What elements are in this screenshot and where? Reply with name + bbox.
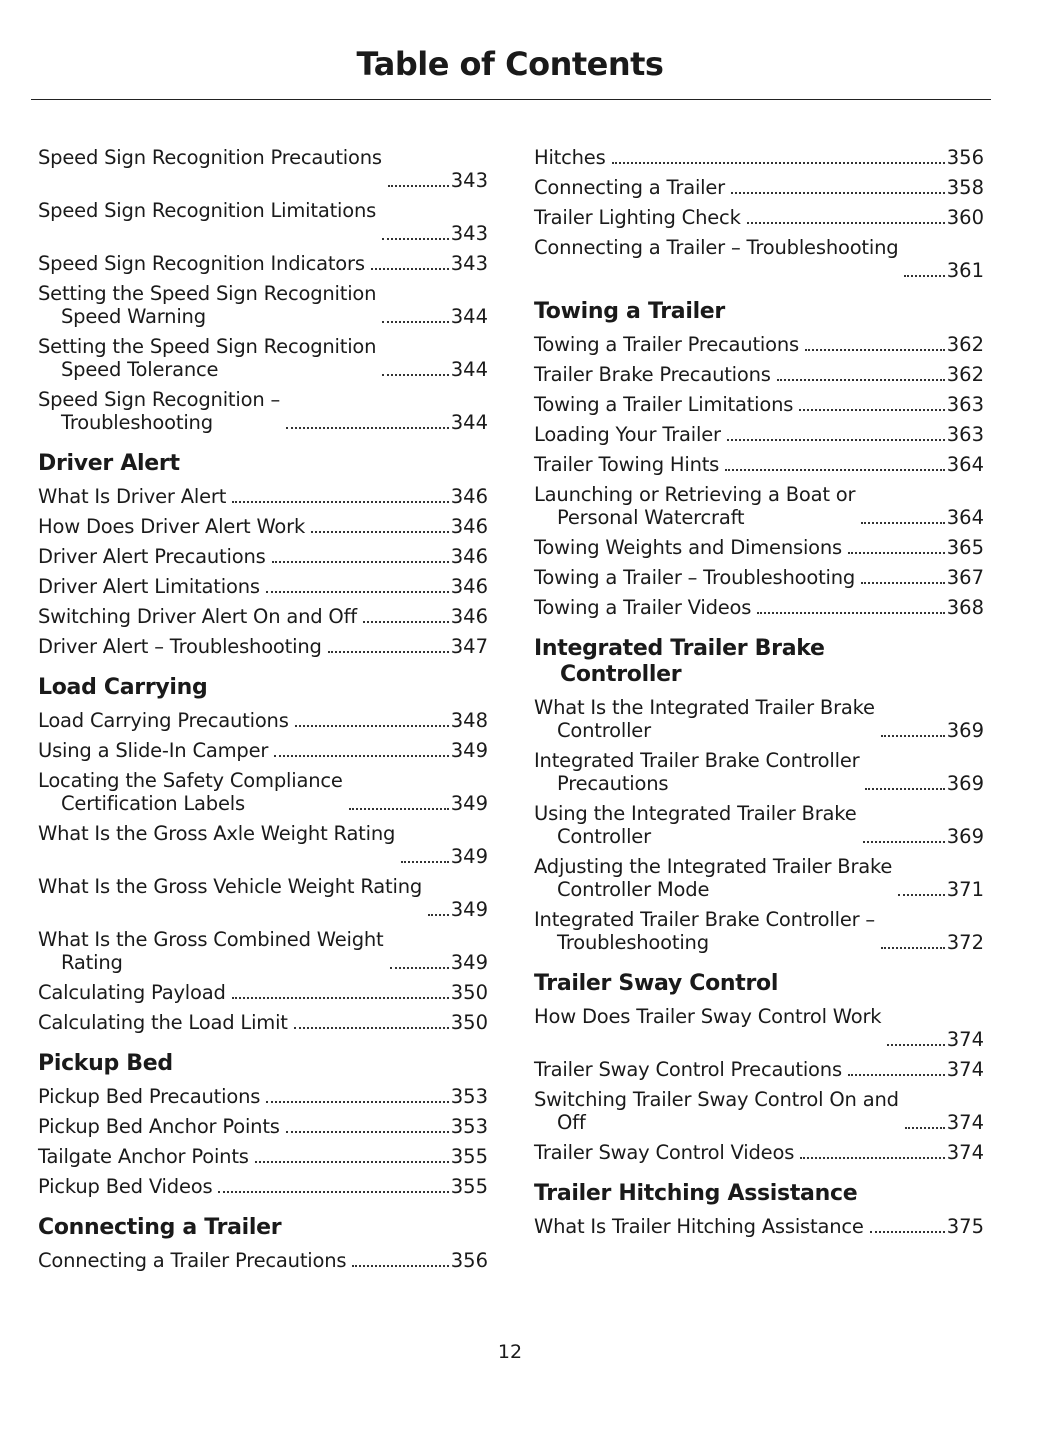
section-heading-text: Driver Alert bbox=[38, 451, 180, 476]
toc-entry-page-number: 346 bbox=[450, 485, 488, 508]
dot-leader bbox=[870, 1231, 945, 1233]
dot-leader bbox=[747, 222, 945, 224]
toc-entry-page-number: 349 bbox=[450, 951, 488, 974]
toc-entry-text bbox=[38, 515, 305, 538]
toc-entry-title: Integrated Trailer Brake Controller bbox=[534, 749, 860, 772]
toc-entry-title: What Is the Gross Combined Weight bbox=[38, 928, 384, 951]
dot-leader bbox=[861, 582, 945, 584]
toc-entry-wrap-spacer bbox=[534, 259, 563, 282]
dot-leader bbox=[805, 349, 945, 351]
toc-entry[interactable] bbox=[534, 206, 984, 229]
toc-entry-wrap-spacer bbox=[38, 169, 67, 192]
toc-entry-page-number: 349 bbox=[450, 792, 488, 815]
toc-entry[interactable] bbox=[38, 146, 488, 192]
toc-entry-text bbox=[38, 822, 395, 868]
toc-entry[interactable] bbox=[38, 875, 488, 921]
toc-entry-page-number: 375 bbox=[946, 1215, 984, 1238]
toc-entry-page-number: 374 bbox=[946, 1141, 984, 1164]
toc-section-connecting-a-trailer bbox=[38, 1215, 488, 1272]
toc-entry-page-number: 374 bbox=[946, 1028, 984, 1051]
toc-column-right bbox=[534, 146, 984, 1255]
toc-entry-page-number: 344 bbox=[450, 358, 488, 381]
dot-leader bbox=[848, 1074, 945, 1076]
toc-entry-page-number: 349 bbox=[450, 898, 488, 921]
toc-entry[interactable] bbox=[38, 1145, 488, 1168]
toc-entry-page-number: 371 bbox=[946, 878, 984, 901]
toc-entry-page-number: 347 bbox=[450, 635, 488, 658]
toc-entry-text bbox=[38, 146, 382, 192]
toc-entry[interactable] bbox=[38, 545, 488, 568]
toc-entry-title: Hitches bbox=[534, 146, 606, 169]
dot-leader bbox=[311, 531, 449, 533]
toc-entry-title: What Is the Integrated Trailer Brake bbox=[534, 696, 875, 719]
toc-entry[interactable] bbox=[534, 696, 984, 742]
toc-entry[interactable] bbox=[38, 1249, 488, 1272]
dot-leader bbox=[612, 162, 945, 164]
toc-entry[interactable] bbox=[534, 146, 984, 169]
toc-entry-page-number: 374 bbox=[946, 1058, 984, 1081]
dot-leader bbox=[905, 1127, 945, 1129]
dot-leader bbox=[272, 561, 449, 563]
toc-entry[interactable] bbox=[38, 635, 488, 658]
section-heading-text: Load Carrying bbox=[38, 675, 208, 700]
toc-entry-page-number: 362 bbox=[946, 363, 984, 386]
dot-leader bbox=[218, 1191, 448, 1193]
toc-entry-text bbox=[38, 739, 268, 762]
toc-entry-text bbox=[38, 282, 376, 328]
dot-leader bbox=[881, 947, 945, 949]
toc-entry-page-number: 346 bbox=[450, 605, 488, 628]
toc-entry[interactable] bbox=[38, 928, 488, 974]
toc-entry-title-continuation: Personal Watercraft bbox=[557, 506, 745, 529]
toc-entry-text bbox=[534, 596, 751, 619]
dot-leader bbox=[881, 735, 945, 737]
toc-entry-title: Driver Alert – Troubleshooting bbox=[38, 635, 322, 658]
toc-entry-page-number: 343 bbox=[450, 169, 488, 192]
toc-entry-title: Pickup Bed Videos bbox=[38, 1175, 213, 1198]
toc-entry-page-number: 346 bbox=[450, 545, 488, 568]
toc-entry-text bbox=[534, 176, 725, 199]
dot-leader bbox=[349, 808, 449, 810]
toc-entry-title: Setting the Speed Sign Recognition bbox=[38, 282, 377, 305]
toc-entry-page-number: 365 bbox=[946, 536, 984, 559]
toc-entry-wrap-spacer bbox=[38, 845, 67, 868]
dot-leader bbox=[232, 501, 449, 503]
dot-leader bbox=[904, 275, 944, 277]
toc-entry-text bbox=[38, 388, 280, 434]
toc-entry-text bbox=[38, 575, 260, 598]
toc-entry-text bbox=[534, 855, 892, 901]
toc-entry-text bbox=[534, 536, 842, 559]
dot-leader bbox=[725, 469, 945, 471]
toc-entry-page-number: 367 bbox=[946, 566, 984, 589]
toc-entry-title-continuation: Troubleshooting bbox=[557, 931, 709, 954]
toc-entry-title: What Is the Gross Axle Weight Rating bbox=[38, 822, 396, 845]
toc-entry[interactable] bbox=[534, 236, 984, 282]
toc-entry-title-continuation: Speed Warning bbox=[61, 305, 206, 328]
toc-entry-page-number: 344 bbox=[450, 305, 488, 328]
toc-entry-text bbox=[534, 802, 857, 848]
toc-entry-text bbox=[38, 709, 289, 732]
toc-entry[interactable] bbox=[38, 822, 488, 868]
dot-leader bbox=[863, 841, 945, 843]
toc-entry-text bbox=[38, 928, 384, 974]
toc-entry[interactable] bbox=[38, 575, 488, 598]
toc-entry[interactable] bbox=[534, 855, 984, 901]
toc-entry-title: Launching or Retrieving a Boat or bbox=[534, 483, 856, 506]
toc-entry[interactable] bbox=[534, 333, 984, 356]
toc-entry-page-number: 374 bbox=[946, 1111, 984, 1134]
toc-section-trailer-sway-control bbox=[534, 971, 984, 1164]
toc-entry-text bbox=[534, 453, 719, 476]
section-heading-text: Trailer Sway Control bbox=[534, 971, 779, 996]
toc-entry-text bbox=[534, 566, 855, 589]
dot-leader bbox=[898, 894, 945, 896]
toc-entry-text bbox=[534, 393, 793, 416]
toc-entry-text bbox=[534, 1005, 881, 1051]
toc-entry-page-number: 358 bbox=[946, 176, 984, 199]
toc-section-driver-alert bbox=[38, 451, 488, 658]
toc-entry-title: Calculating Payload bbox=[38, 981, 226, 1004]
toc-entry-title: Connecting a Trailer Precautions bbox=[38, 1249, 347, 1272]
toc-entry[interactable] bbox=[534, 1141, 984, 1164]
toc-entry-page-number: 349 bbox=[450, 739, 488, 762]
toc-entry-title-continuation: Controller bbox=[557, 825, 651, 848]
toc-entry[interactable] bbox=[38, 485, 488, 508]
toc-entry-title: Trailer Sway Control Precautions bbox=[534, 1058, 842, 1081]
toc-entry[interactable] bbox=[534, 596, 984, 619]
toc-entry-page-number: 353 bbox=[450, 1085, 488, 1108]
toc-entry-text bbox=[534, 749, 859, 795]
toc-entry-text bbox=[38, 545, 266, 568]
toc-entry[interactable] bbox=[534, 566, 984, 589]
toc-entry-title: Connecting a Trailer – Troubleshooting bbox=[534, 236, 899, 259]
section-heading bbox=[534, 636, 984, 688]
dot-leader bbox=[777, 379, 945, 381]
dot-leader bbox=[232, 997, 449, 999]
toc-entry-title: Towing a Trailer Videos bbox=[534, 596, 752, 619]
toc-entry-wrap-spacer bbox=[534, 1028, 563, 1051]
toc-entry-title-continuation: Controller Mode bbox=[557, 878, 710, 901]
toc-entry-text bbox=[534, 363, 771, 386]
toc-entry[interactable] bbox=[534, 1088, 984, 1134]
toc-entry-title: Towing a Trailer Limitations bbox=[534, 393, 794, 416]
section-heading-text: Pickup Bed bbox=[38, 1051, 173, 1076]
toc-entry-title-continuation: Certification Labels bbox=[61, 792, 245, 815]
toc-entry[interactable] bbox=[38, 335, 488, 381]
dot-leader bbox=[382, 238, 449, 240]
dot-leader bbox=[371, 268, 449, 270]
toc-entry-title: Pickup Bed Precautions bbox=[38, 1085, 261, 1108]
toc-entry-page-number: 364 bbox=[946, 506, 984, 529]
toc-entry-text bbox=[534, 423, 721, 446]
toc-entry-page-number: 348 bbox=[450, 709, 488, 732]
section-heading bbox=[38, 1215, 488, 1241]
toc-entry[interactable] bbox=[534, 536, 984, 559]
toc-entry-title: Calculating the Load Limit bbox=[38, 1011, 288, 1034]
toc-section-pickup-bed bbox=[38, 1051, 488, 1198]
section-heading bbox=[38, 675, 488, 701]
toc-entry-title-continuation: Troubleshooting bbox=[61, 411, 213, 434]
toc-entry[interactable] bbox=[534, 749, 984, 795]
toc-entry[interactable] bbox=[534, 802, 984, 848]
toc-entry-title: Switching Driver Alert On and Off bbox=[38, 605, 357, 628]
toc-entry-page-number: 346 bbox=[450, 575, 488, 598]
dot-leader bbox=[352, 1265, 448, 1267]
toc-entry[interactable] bbox=[38, 1175, 488, 1198]
section-heading bbox=[534, 299, 984, 325]
toc-entry-page-number: 362 bbox=[946, 333, 984, 356]
toc-entry-title: How Does Trailer Sway Control Work bbox=[534, 1005, 882, 1028]
toc-entry-page-number: 349 bbox=[450, 845, 488, 868]
toc-entry-page-number: 364 bbox=[946, 453, 984, 476]
section-heading bbox=[534, 971, 984, 997]
page-number: 12 bbox=[497, 1341, 523, 1363]
toc-entry-title: Driver Alert Precautions bbox=[38, 545, 266, 568]
toc-entry-page-number: 363 bbox=[946, 423, 984, 446]
toc-entry[interactable] bbox=[534, 363, 984, 386]
dot-leader bbox=[286, 1131, 449, 1133]
toc-entry-page-number: 369 bbox=[946, 719, 984, 742]
section-heading bbox=[534, 1181, 984, 1207]
toc-entry-page-number: 350 bbox=[450, 981, 488, 1004]
toc-entry-page-number: 363 bbox=[946, 393, 984, 416]
toc-entry-text bbox=[38, 199, 376, 245]
toc-section bbox=[534, 146, 984, 282]
dot-leader bbox=[382, 321, 448, 323]
toc-entry-text bbox=[38, 875, 422, 921]
toc-entry-page-number: 343 bbox=[450, 252, 488, 275]
toc-section-towing-a-trailer bbox=[534, 299, 984, 619]
toc-entry-title: How Does Driver Alert Work bbox=[38, 515, 306, 538]
section-heading bbox=[38, 1051, 488, 1077]
dot-leader bbox=[731, 192, 945, 194]
toc-entry-page-number: 350 bbox=[450, 1011, 488, 1034]
toc-entry-title: Trailer Towing Hints bbox=[534, 453, 720, 476]
toc-entry-title: Towing a Trailer Precautions bbox=[534, 333, 799, 356]
toc-entry-title: Driver Alert Limitations bbox=[38, 575, 260, 598]
toc-entry-page-number: 355 bbox=[450, 1145, 488, 1168]
toc-entry-text bbox=[38, 635, 322, 658]
toc-entry[interactable] bbox=[534, 908, 984, 954]
dot-leader bbox=[861, 522, 944, 524]
toc-entry[interactable] bbox=[534, 1005, 984, 1051]
section-heading-text: Trailer Hitching Assistance bbox=[534, 1181, 858, 1206]
dot-leader bbox=[799, 409, 945, 411]
toc-entry-text bbox=[38, 981, 226, 1004]
toc-entry[interactable] bbox=[534, 393, 984, 416]
toc-entry-title: Using a Slide-In Camper bbox=[38, 739, 269, 762]
toc-entry[interactable] bbox=[534, 176, 984, 199]
toc-entry-page-number: 369 bbox=[946, 772, 984, 795]
toc-entry-title: Speed Sign Recognition Precautions bbox=[38, 146, 382, 169]
toc-entry[interactable] bbox=[38, 769, 488, 815]
dot-leader bbox=[388, 185, 449, 187]
toc-entry-text bbox=[38, 769, 343, 815]
dot-leader bbox=[255, 1161, 449, 1163]
dot-leader bbox=[295, 725, 449, 727]
toc-entry-page-number: 353 bbox=[450, 1115, 488, 1138]
toc-entry-text bbox=[534, 908, 875, 954]
toc-entry-title: Switching Trailer Sway Control On and bbox=[534, 1088, 899, 1111]
toc-entry-text bbox=[38, 1249, 346, 1272]
toc-entry-title: Speed Sign Recognition Indicators bbox=[38, 252, 365, 275]
toc-entry-title: Towing Weights and Dimensions bbox=[534, 536, 843, 559]
toc-entry-title-continuation: Speed Tolerance bbox=[61, 358, 219, 381]
toc-entry[interactable] bbox=[38, 1011, 488, 1034]
toc-entry-title: Connecting a Trailer bbox=[534, 176, 725, 199]
toc-section-load-carrying bbox=[38, 675, 488, 1034]
toc-entry-text bbox=[38, 1175, 212, 1198]
toc-entry-page-number: 372 bbox=[946, 931, 984, 954]
toc-entry-text bbox=[534, 696, 875, 742]
dot-leader bbox=[294, 1027, 449, 1029]
dot-leader bbox=[800, 1157, 945, 1159]
toc-entry[interactable] bbox=[38, 388, 488, 434]
toc-entry[interactable] bbox=[534, 423, 984, 446]
toc-entry-page-number: 369 bbox=[946, 825, 984, 848]
dot-leader bbox=[865, 788, 944, 790]
toc-entry-page-number: 355 bbox=[450, 1175, 488, 1198]
section-heading-text: Towing a Trailer bbox=[534, 299, 725, 324]
toc-entry-title: What Is Driver Alert bbox=[38, 485, 227, 508]
toc-entry-title: Using the Integrated Trailer Brake bbox=[534, 802, 857, 825]
toc-entry[interactable] bbox=[534, 1058, 984, 1081]
toc-entry-page-number: 343 bbox=[450, 222, 488, 245]
toc-entry-text bbox=[38, 1145, 249, 1168]
section-heading-text: Integrated Trailer Brake bbox=[534, 636, 825, 661]
toc-entry-title: Load Carrying Precautions bbox=[38, 709, 289, 732]
toc-entry-text bbox=[534, 333, 799, 356]
toc-entry-text bbox=[38, 335, 376, 381]
toc-entry-title: Setting the Speed Sign Recognition bbox=[38, 335, 377, 358]
toc-entry-wrap-spacer bbox=[38, 898, 67, 921]
toc-entry-title: Trailer Sway Control Videos bbox=[534, 1141, 795, 1164]
dot-leader bbox=[286, 427, 449, 429]
toc-entry-wrap-spacer bbox=[38, 222, 67, 245]
toc-entry-page-number: 368 bbox=[946, 596, 984, 619]
toc-entry[interactable] bbox=[534, 483, 984, 529]
toc-entry[interactable] bbox=[38, 739, 488, 762]
dot-leader bbox=[727, 439, 945, 441]
toc-entry-title: Towing a Trailer – Troubleshooting bbox=[534, 566, 856, 589]
title-divider bbox=[31, 99, 991, 100]
toc-section bbox=[38, 146, 488, 434]
toc-entry-title: Loading Your Trailer bbox=[534, 423, 721, 446]
toc-entry-text bbox=[534, 483, 855, 529]
toc-entry-title-continuation: Controller bbox=[557, 719, 651, 742]
toc-entry-page-number: 356 bbox=[450, 1249, 488, 1272]
toc-entry-title: Speed Sign Recognition – bbox=[38, 388, 281, 411]
toc-entry[interactable] bbox=[534, 1215, 984, 1238]
toc-entry-text bbox=[38, 485, 226, 508]
page-title: Table of Contents bbox=[356, 45, 664, 83]
toc-entry-text bbox=[534, 146, 606, 169]
dot-leader bbox=[274, 755, 449, 757]
toc-entry[interactable] bbox=[38, 1085, 488, 1108]
dot-leader bbox=[363, 621, 449, 623]
toc-entry-title: What Is the Gross Vehicle Weight Rating bbox=[38, 875, 423, 898]
toc-entry-title: Trailer Lighting Check bbox=[534, 206, 741, 229]
toc-entry-text bbox=[534, 1088, 899, 1134]
toc-entry-text bbox=[534, 1058, 842, 1081]
toc-entry-text bbox=[38, 605, 357, 628]
dot-leader bbox=[328, 651, 449, 653]
toc-entry-text bbox=[534, 1215, 864, 1238]
toc-entry-title-continuation: Precautions bbox=[557, 772, 669, 795]
dot-leader bbox=[266, 1101, 449, 1103]
toc-entry-text bbox=[534, 206, 741, 229]
toc-entry-page-number: 346 bbox=[450, 515, 488, 538]
dot-leader bbox=[390, 967, 449, 969]
toc-entry-page-number: 344 bbox=[450, 411, 488, 434]
toc-entry-title: Tailgate Anchor Points bbox=[38, 1145, 249, 1168]
toc-entry-text bbox=[38, 1011, 288, 1034]
dot-leader bbox=[266, 591, 449, 593]
section-heading-continuation: Controller bbox=[560, 662, 682, 687]
toc-entry-title: Locating the Safety Compliance bbox=[38, 769, 343, 792]
toc-entry[interactable] bbox=[38, 981, 488, 1004]
toc-entry[interactable] bbox=[38, 282, 488, 328]
dot-leader bbox=[428, 914, 449, 916]
toc-entry-text bbox=[38, 252, 365, 275]
toc-entry[interactable] bbox=[38, 199, 488, 245]
toc-column-left bbox=[38, 146, 488, 1289]
toc-section-integrated-trailer-brake bbox=[534, 636, 984, 954]
toc-entry[interactable] bbox=[38, 252, 488, 275]
toc-entry-text bbox=[534, 236, 898, 282]
toc-entry-text bbox=[534, 1141, 794, 1164]
toc-entry-page-number: 356 bbox=[946, 146, 984, 169]
toc-entry-page-number: 360 bbox=[946, 206, 984, 229]
toc-entry-text bbox=[38, 1115, 280, 1138]
toc-entry-title: Pickup Bed Anchor Points bbox=[38, 1115, 280, 1138]
toc-entry-title: Trailer Brake Precautions bbox=[534, 363, 771, 386]
dot-leader bbox=[401, 861, 449, 863]
toc-entry-title-continuation: Rating bbox=[61, 951, 123, 974]
dot-leader bbox=[382, 374, 448, 376]
toc-entry-title: Adjusting the Integrated Trailer Brake bbox=[534, 855, 893, 878]
toc-entry[interactable] bbox=[534, 453, 984, 476]
toc-entry-page-number: 361 bbox=[946, 259, 984, 282]
toc-entry[interactable] bbox=[38, 515, 488, 538]
section-heading-text: Connecting a Trailer bbox=[38, 1215, 282, 1240]
dot-leader bbox=[887, 1044, 944, 1046]
toc-entry-text bbox=[38, 1085, 260, 1108]
toc-entry-title: Speed Sign Recognition Limitations bbox=[38, 199, 377, 222]
section-heading bbox=[38, 451, 488, 477]
toc-entry[interactable] bbox=[38, 709, 488, 732]
toc-section-trailer-hitching-assistance bbox=[534, 1181, 984, 1238]
dot-leader bbox=[757, 612, 945, 614]
toc-entry-title: Integrated Trailer Brake Controller – bbox=[534, 908, 875, 931]
dot-leader bbox=[848, 552, 945, 554]
toc-entry[interactable] bbox=[38, 605, 488, 628]
toc-entry[interactable] bbox=[38, 1115, 488, 1138]
toc-entry-title: What Is Trailer Hitching Assistance bbox=[534, 1215, 864, 1238]
toc-entry-title-continuation: Off bbox=[557, 1111, 586, 1134]
